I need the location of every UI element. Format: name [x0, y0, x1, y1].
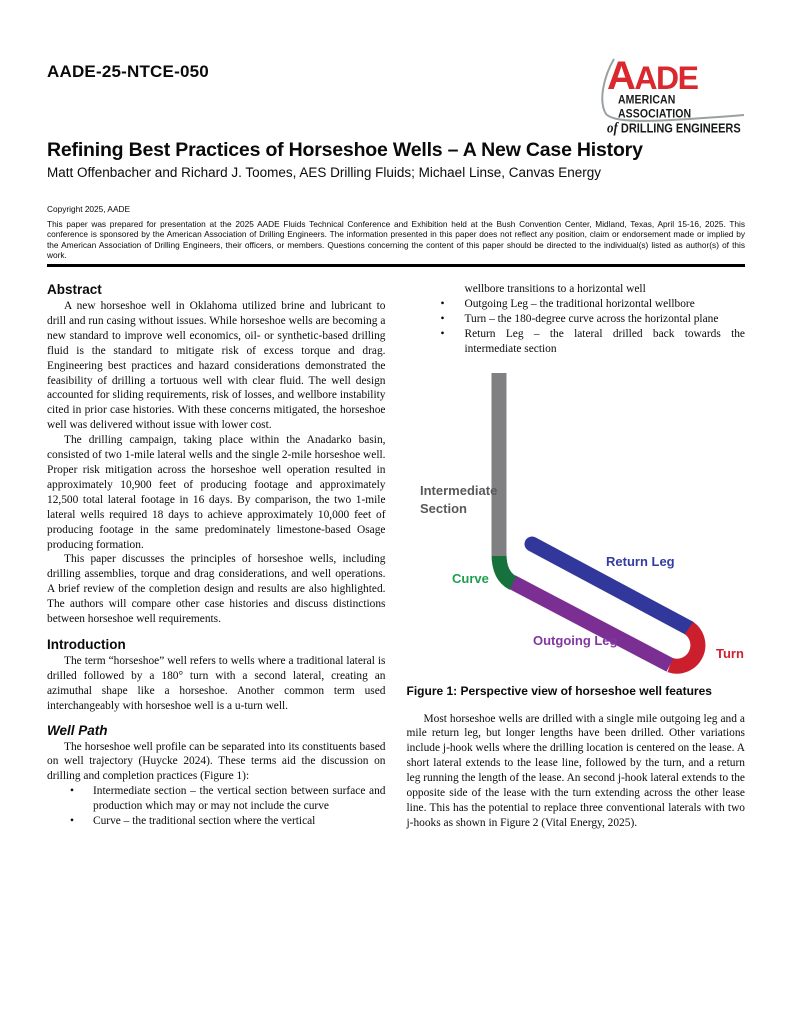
bullet-text: Intermediate section – the vertical section between surface and production which may or may not include the curve — [93, 785, 386, 813]
abstract-heading: Abstract — [47, 282, 102, 297]
list-item — [407, 297, 746, 312]
logo-line2 — [607, 119, 748, 137]
aade-logo — [594, 54, 748, 137]
right-column — [407, 282, 746, 831]
header-divider — [47, 264, 745, 267]
copyright-line: Copyright 2025, AADE — [47, 204, 131, 214]
list-item — [47, 814, 386, 829]
introduction-paragraph: The term “horseshoe” well refers to wells where a traditional lateral is drilled followed by a 180° turn with a second lateral, creating an azimuthal shape like a horseshoe. Another common term used interchangeably with horseshoe well is a u-turn well. — [47, 654, 386, 712]
left-column — [47, 282, 386, 831]
logo-line2-rest: DRILLING ENGINEERS — [620, 122, 741, 137]
logo-acronym-rest: ADE — [634, 60, 698, 96]
bullet-text: Turn – the 180-degree curve across the horizontal plane — [464, 312, 719, 325]
well-path-heading: Well Path — [47, 722, 108, 738]
paper-authors: Matt Offenbacher and Richard J. Toomes, AES Drilling Fluids; Michael Linse, Canvas Energy — [47, 165, 602, 180]
intermediate-section-label-line2: Section — [419, 500, 467, 516]
intermediate-section-label-line1: Intermediate — [419, 482, 497, 498]
abstract-paragraph-3: This paper discusses the principles of horseshoe wells, including drilling assemblies, torque and drag considerations, and well operations. A brief review of the completion design and results are also highlighted. The authors will compare other case histories and discuss distinctions between horseshoe well requirements. — [47, 553, 386, 626]
body-paragraph: Most horseshoe wells are drilled with a single mile outgoing leg and a mile return leg, but longer lengths have been drilled. Other variations include j-hook wells where the drilling location is centered on the lease. A short lateral extends to the lease line, followed by the turn, and a return leg running the length of the lease. An second j-hook lateral extends to the opposite side of the lease with the turn extending across the other lease line. This has the potential to replace three conventional laterals with two j-hooks as shown in Figure 2 (Vital Energy, 2025). — [406, 712, 745, 829]
list-item — [407, 312, 746, 327]
paper-number: AADE-25-NTCE-050 — [47, 62, 209, 81]
logo-of: of — [607, 118, 618, 137]
two-column-body — [47, 282, 745, 831]
logo-line1: AMERICAN ASSOCIATION — [618, 93, 692, 121]
curve-label: Curve — [451, 570, 489, 586]
introduction-heading: Introduction — [47, 636, 126, 652]
list-item — [407, 327, 746, 357]
disclaimer-text: This paper was prepared for presentation at the 2025 AADE Fluids Technical Conference and Exhibition held at the Bush Convention Center, Midland, Texas, April 15-16, 2025. This conference is sponsored by the American Association of Drilling Engineers. The information presented in this paper does not reflect any position, claim or endorsement made or implied by the American Association of Drilling Engineers, their officers, or members. Questions concerning the content of this paper should be directed to the individual(s) listed as author(s) of this work. — [47, 219, 745, 261]
return-leg-label: Return Leg — [605, 553, 675, 569]
abstract-paragraph-2: The drilling campaign, taking place within the Anadarko basin, consisted of two 1-mile lateral wells and the single 2-mile horseshoe well. Proper risk mitigation across the horseshoe well operation resulted in approximately 10,900 feet of producing footage and approximately 12,500 total lateral footage in 16 days. By comparison, the two 1-mile lateral wells required 18 days to achieve approximately 10,000 feet of producing footage in the same predominately limestone-based Osage producing formation. — [47, 434, 386, 551]
bullet-text: Outgoing Leg – the traditional horizontal wellbore — [464, 297, 695, 310]
outgoing-leg-path — [512, 582, 670, 665]
bullet-continuation-line: wellbore transitions to a horizontal well — [464, 283, 646, 295]
paper-title: Refining Best Practices of Horseshoe Wells – A New Case History — [47, 139, 643, 161]
figure-1-caption: Figure 1: Perspective view of horseshoe well features — [406, 683, 712, 698]
abstract-paragraph-1: A new horseshoe well in Oklahoma utilized brine and lubricant to drill and run casing without issues. While horseshoe wells are becoming a new standard to improve well economics, oil- or synthetic-based drilling fluid is the standard to mitigate risk of excess torque and drag. Engineering best practices and hazard considerations demonstrated the feasibility of drilling a tortuous well with clear fluid. The well design accounted for sliding requirements, risk of losses, and wellbore instability cited in prior case histories. With these concerns mitigated, the horseshoe well was delivered without issue with lower cost. — [47, 300, 386, 432]
bullet-text: Curve – the traditional section where the vertical — [93, 815, 316, 828]
outgoing-leg-label: Outgoing Leg — [532, 632, 617, 648]
bullet-text: Return Leg – the lateral drilled back towards the intermediate section — [464, 327, 745, 355]
horseshoe-well-diagram — [409, 366, 749, 676]
well-path-bullet-list — [47, 784, 386, 829]
curve-path — [499, 554, 513, 583]
well-path-paragraph: The horseshoe well profile can be separated into its constituents based on well trajectory (Huycke 2024). These terms aid the discussion on drilling and completion practices (Figure 1): — [47, 740, 386, 783]
turn-label: Turn — [715, 645, 744, 661]
well-path-bullet-list-continued — [407, 297, 746, 357]
logo-acronym-first-letter: A — [607, 54, 635, 98]
figure-1 — [407, 366, 746, 698]
list-item — [47, 784, 386, 814]
logo-acronym — [607, 56, 748, 97]
